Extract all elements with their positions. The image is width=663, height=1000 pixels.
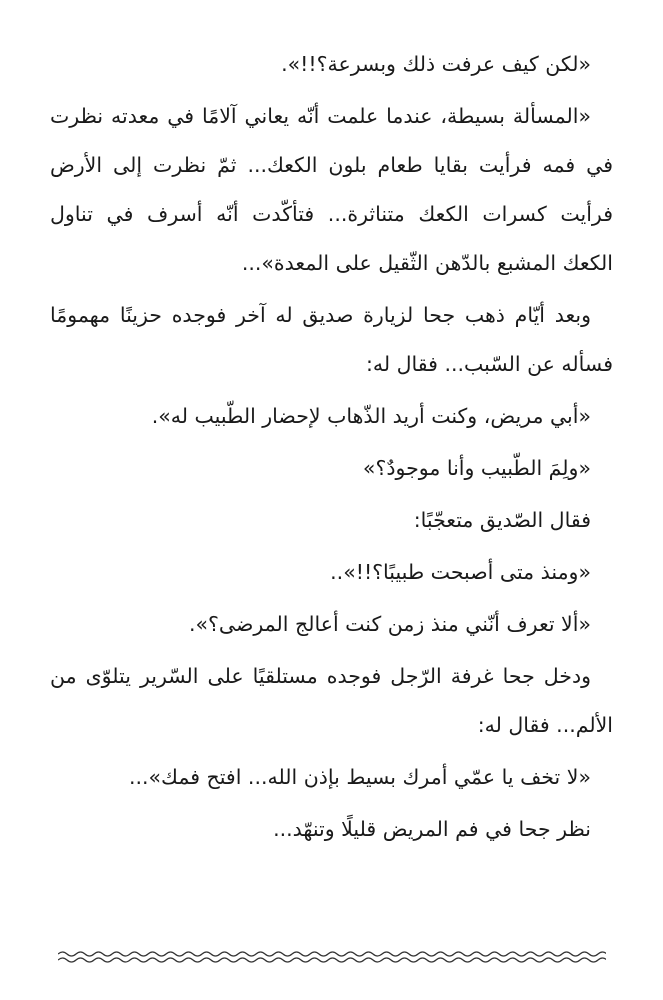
paragraph-5: «ولِمَ الطّبيب وأنا موجودٌ؟» <box>362 456 591 480</box>
paragraph-1: «لكن كيف عرفت ذلك وبسرعة؟!!». <box>281 52 591 76</box>
paragraph-10: «لا تخف يا عمّي أمرك بسيط بإذن الله... افتح فمك»... <box>128 765 591 789</box>
wavy-line-2 <box>58 958 606 962</box>
paragraph-11: نظر جحا في فم المريض قليلًا وتنهّد... <box>273 817 591 841</box>
paragraph-8: «ألا تعرف أنّني منذ زمن كنت أعالج المرضى؟». <box>188 612 591 636</box>
paragraph-2: «المسألة بسيطة، عندما علمت أنّه يعاني آلامًا في معدته نظرت في فمه فرأيت بقايا طعام بلون الكعك... ثمّ نظرت إلى الأرض فرأيت كسرات الكعك متناثرة... فتأكّدت أنّه أسرف في تناول الكعك المشبع بالدّهن الثّقيل على المعدة»... <box>50 104 613 275</box>
paragraph-7: «ومنذ متى أصبحت طبيبًا؟!!».. <box>330 560 591 584</box>
wavy-divider <box>58 950 606 964</box>
paragraph-6: فقال الصّديق متعجّبًا: <box>413 508 591 532</box>
page-body <box>50 40 613 857</box>
paragraph-9: ودخل جحا غرفة الرّجل فوجده مستلقيًا على السّرير يتلوّى من الألم... فقال له: <box>50 664 613 737</box>
paragraph-3: وبعد أيّام ذهب جحا لزيارة صديق له آخر فوجده حزينًا مهمومًا فسأله عن السّبب... فقال له: <box>50 303 613 376</box>
wavy-line-1 <box>58 952 606 956</box>
paragraph-4: «أبي مريض، وكنت أريد الذّهاب لإحضار الطّبيب له». <box>151 404 591 428</box>
